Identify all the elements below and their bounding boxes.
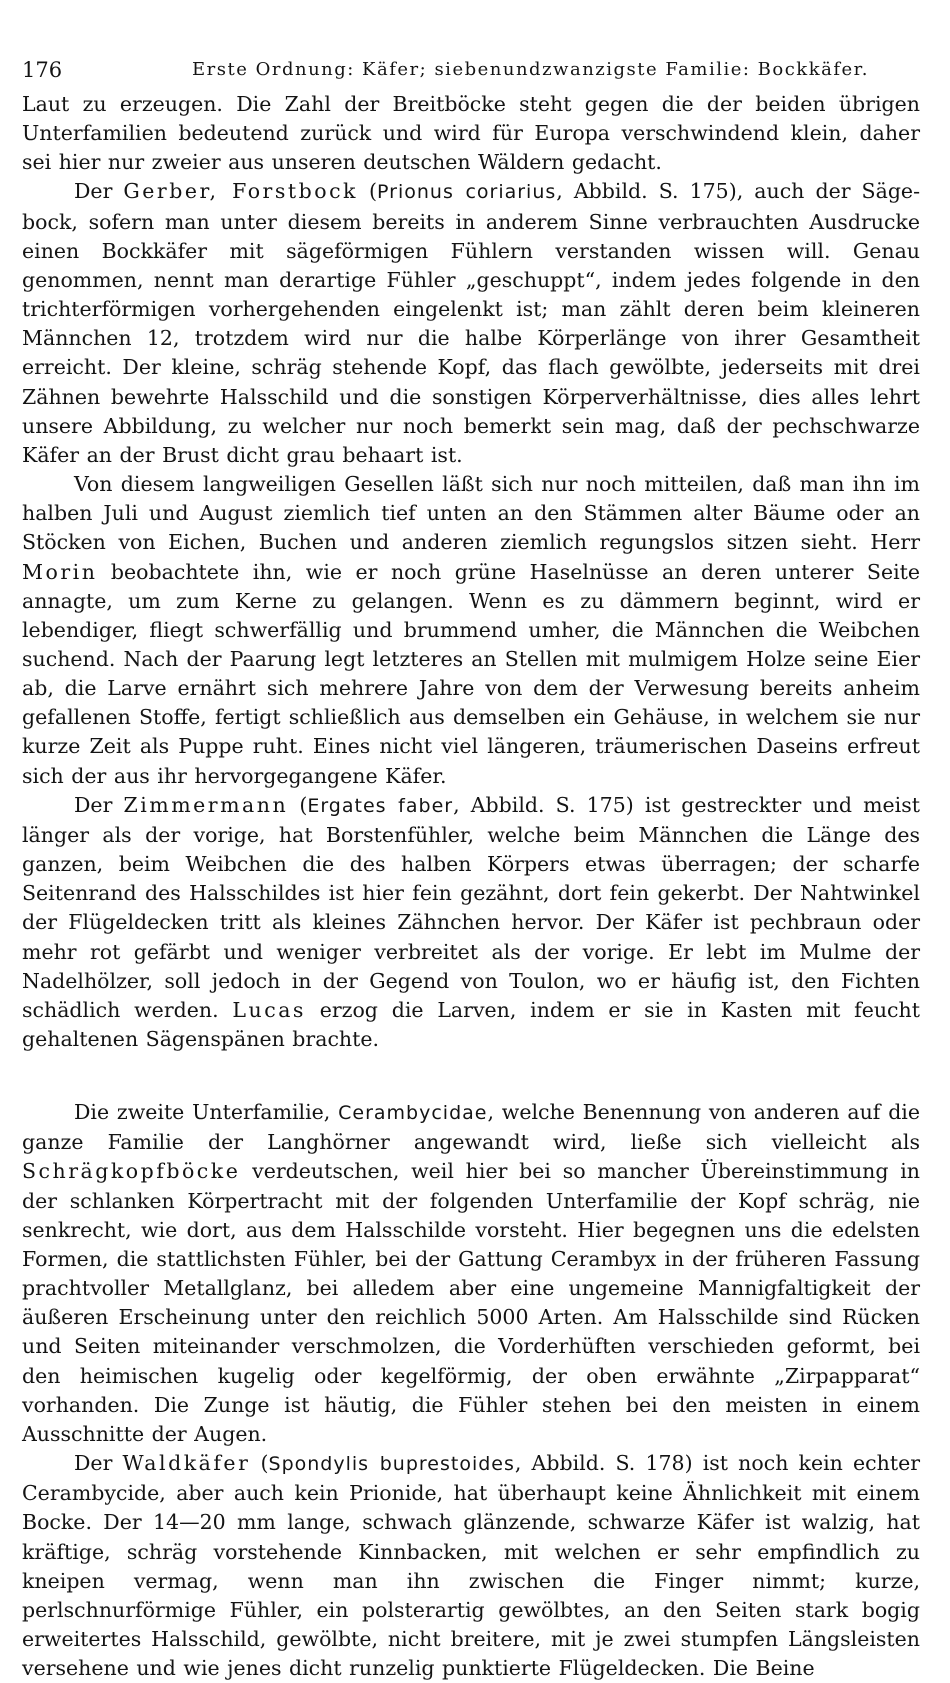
text-run: Der (74, 179, 124, 204)
paragraph (22, 90, 920, 177)
emphasized-text: Zimmermann (123, 792, 289, 817)
emphasized-text: Lucas (232, 997, 306, 1022)
text-run: ( (288, 792, 308, 817)
text-run: beobachtete ihn, wie er noch grüne Haselnüsse an deren unterer Seite annagte, um zum Kerne zu gelangen. Wenn es zu dämmern beginnt, wird er lebendiger, fliegt schwerfällig und brummend umher, die Männchen die Weibchen suchend. Nach der Paarung legt letzteres an Stellen mit mulmigem Holze seine Eier ab, die Larve ernährt sich mehrere Jahre von dem der Verwesung bereits anheim gefallenen Stoffe, fertigt schließlich aus demselben ein Gehäuse, in welchem sie nur kurze Zeit als Puppe ruht. Eines nicht viel längeren, träumerischen Daseins erfreut sich der aus ihr hervorgegangene Käfer. (22, 559, 920, 788)
text-run: , Abbild. S. 175) ist gestreckter und meist länger als der vorige, hat Borstenfühler, welche beim Männchen die Länge des ganzen, beim Weibchen die des halben Körpers etwas überragen; der scharfe Seitenrand des Halsschildes ist hier fein gezähnt, dort fein gekerbt. Der Nahtwinkel der Flügeldecken tritt als kleines Zähnchen hervor. Der Käfer ist pechbraun oder mehr rot gefärbt und weniger verbreitet als der vorige. Er lebt im Mulme der Nadelhölzer, soll jedoch in der Gegend von Toulon, wo er häufig ist, den Fichten schädlich werden. (22, 792, 920, 1022)
text-run: ( (357, 179, 378, 204)
latin-name: Spondylis buprestoides (268, 1453, 515, 1476)
text-run: , Abbild. S. 178) ist noch kein echter Cerambycide, aber auch kein Prionide, hat überhaupt keine Ähnlichkeit mit einem Bocke. Der 14—20 mm lange, schwach glänzende, schwarze Käfer ist walzig, hat kräftige, schräg vorstehende Kinnbacken, mit welchen er sehr empfindlich zu kneipen vermag, wenn man ihn zwischen die Finger nimmt; kurze, perlschnurförmige Fühler, ein polsterartig gewölbtes, an den Seiten stark bogig erweitertes Halsschild, gewölbte, nicht breitere, mit je zwei stumpfen Längsleisten versehene und wie jenes dicht runzelig punktierte Flügeldecken. Die Beine (22, 1451, 920, 1681)
paragraph (22, 470, 920, 791)
page-number: 176 (22, 58, 63, 82)
latin-name: Cerambycidae (338, 1102, 488, 1125)
section-gap (22, 1054, 920, 1098)
paragraph (22, 177, 920, 470)
paragraph (22, 791, 920, 1054)
text-run: Laut zu erzeugen. Die Zahl der Breitböcke steht gegen die der beiden übrigen Unterfamilien bedeutend zurück und wird für Europa verschwindend klein, daher sei hier nur zweier aus unseren deutschen Wäldern gedacht. (22, 92, 920, 175)
text-run: Der (74, 1451, 123, 1476)
text-run: , Abbild. S. 175), auch der Sägebock, sofern man unter diesem bereits in anderem Sinne verbrauchten Ausdrucke einen Bockkäfer mit sägeförmigen Fühlern verstanden wissen will. Genau genommen, nennt man derartige Fühler „geschuppt“, indem jedes folgende in den trichterförmigen vorhergehenden eingelenkt ist; man zählt deren beim kleineren Männchen 12, trotzdem wird nur die halbe Körperlänge von ihrer Gesamtheit erreicht. Der kleine, schräg stehende Kopf, das flach gewölbte, jederseits mit drei Zähnen bewehrte Halsschild und die sonstigen Körperverhältnisse, dies alles lehrt unsere Abbildung, zu welcher nur noch bemerkt sein mag, daß der pechschwarze Käfer an der Brust dicht grau behaart ist. (22, 179, 921, 467)
emphasized-text: Waldkäfer (122, 1451, 251, 1476)
text-run: erzog die Larven, indem er sie in Kasten mit feucht gehaltenen Sägenspänen brachte. (22, 997, 920, 1051)
running-head (22, 50, 920, 90)
emphasized-text: Gerber, Forstbock (123, 179, 358, 204)
text-run: Von diesem langweiligen Gesellen läßt sich nur noch mitteilen, daß man ihn im halben Juli und August ziemlich tief unten an den Stämmen alter Bäume oder an Stöcken von Eichen, Buchen und anderen ziemlich regungslos sitzen sieht. Herr (22, 472, 920, 555)
emphasized-text: Morin (22, 559, 98, 584)
latin-name: Prionus coriarius (377, 181, 557, 204)
paragraph (22, 1098, 920, 1449)
text-run: ( (250, 1451, 269, 1476)
text-run: Der (74, 792, 124, 817)
text-run: Die zweite Unterfamilie, (74, 1100, 339, 1125)
text-run: verdeutschen, weil hier bei so mancher Übereinstimmung in der schlanken Körpertracht mit der folgenden Unterfamilie der Kopf schräg, nie senkrecht, wie dort, aus dem Halsschilde vorsteht. Hier begegnen uns die edelsten Formen, die stattlichsten Fühler, bei der Gattung Cerambyx in der früheren Fassung prachtvoller Metallglanz, bei alledem aber eine ungemeine Mannigfaltigkeit der äußeren Erscheinung unter den reichlich 5000 Arten. Am Halsschilde sind Rücken und Seiten miteinander verschmolzen, die Vorderhüften verschieden geformt, bei den heimischen kugelig oder kegelförmig, der oben erwähnte „Zirpapparat“ vorhanden. Die Zunge ist häutig, die Fühler stehen bei den meisten in einem Ausschnitte der Augen. (22, 1159, 920, 1446)
emphasized-text: Schrägkopfböcke (22, 1159, 241, 1184)
body-text (22, 90, 920, 1683)
latin-name: Ergates faber (307, 794, 454, 817)
paragraph (22, 1449, 920, 1683)
book-page (22, 50, 920, 1683)
text-run: , welche Benennung von anderen auf die ganze Familie der Langhörner angewandt wird, ließe sich vielleicht als (22, 1100, 920, 1155)
running-title: Erste Ordnung: Käfer; siebenundzwanzigste Familie: Bockkäfer. (192, 59, 870, 80)
